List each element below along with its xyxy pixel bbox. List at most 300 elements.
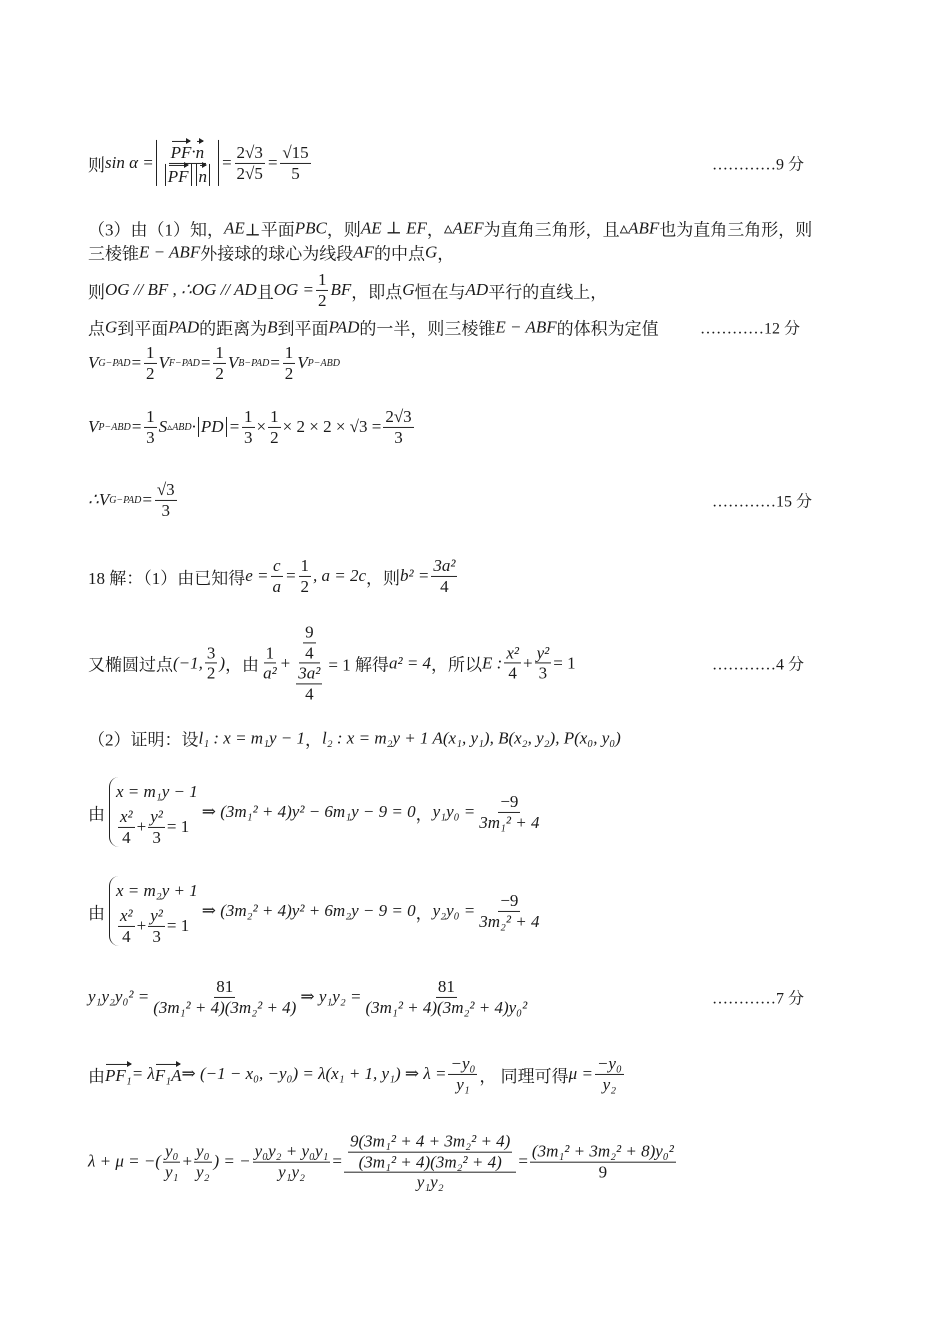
denominator — [194, 1162, 211, 1182]
math-text: PAD — [328, 317, 360, 336]
math-text: ⇒ (3m₁² + 4)y² − 6m₁y − 9 = 0 — [201, 802, 416, 821]
absolute-value — [198, 417, 227, 437]
text: 3 — [538, 663, 548, 683]
math-text: μ = — [568, 1064, 593, 1083]
text: = — [518, 1151, 528, 1171]
math-text: ∴V — [88, 490, 110, 509]
denominator — [303, 643, 316, 663]
text: 2 — [270, 427, 279, 447]
fraction — [316, 270, 329, 310]
numerator — [280, 143, 310, 164]
denominator — [363, 998, 529, 1018]
text: 4 — [440, 576, 449, 596]
denominator — [268, 428, 281, 448]
numerator — [344, 1132, 516, 1173]
math-text: a² = 4 — [388, 653, 432, 672]
line-product-y1y2 — [88, 977, 531, 1017]
text: 2 — [146, 363, 155, 383]
text: 则 — [88, 155, 105, 175]
vector: PF — [168, 164, 189, 187]
text: 恒在与 — [414, 282, 466, 302]
line-volume-result — [88, 480, 179, 520]
fraction — [144, 343, 157, 383]
denominator — [261, 664, 279, 684]
score-mark: …………15 分 — [712, 493, 813, 511]
text: 1 — [300, 555, 310, 575]
text: −9 — [500, 890, 519, 910]
denominator — [144, 364, 157, 384]
numerator — [213, 343, 226, 364]
text: 1 — [244, 406, 253, 426]
vector: PF₁ — [105, 1063, 132, 1086]
system-row — [116, 876, 198, 906]
line-lambda-mu — [88, 1054, 626, 1094]
numerator — [148, 906, 165, 927]
absolute-value — [156, 140, 219, 186]
math-text: V — [227, 353, 239, 372]
numerator — [148, 807, 165, 828]
numerator — [169, 140, 207, 164]
text: ，由 — [225, 655, 260, 675]
text: 3 — [244, 427, 253, 447]
math-text: V — [297, 353, 308, 372]
score-mark: …………12 分 — [700, 320, 801, 338]
fraction — [213, 343, 226, 383]
text: 平行的直线上， — [488, 282, 608, 302]
math-text: AF — [353, 242, 374, 261]
line-sin-alpha — [88, 140, 313, 186]
math-text: x = m₂y + 1 — [116, 880, 198, 900]
numerator — [498, 891, 520, 912]
text: ， 同理可得 — [479, 1066, 569, 1086]
text: 3 — [206, 642, 216, 662]
fraction — [268, 407, 281, 447]
fraction — [148, 807, 165, 847]
subscript: F−PAD — [168, 357, 200, 369]
denominator — [120, 927, 133, 947]
math-text: y₂ — [196, 1162, 210, 1182]
text: √15 — [282, 142, 309, 162]
text: 4 — [508, 663, 517, 683]
text: 81 — [437, 976, 455, 996]
numerator — [383, 407, 413, 428]
text: 3 — [152, 926, 161, 946]
fraction — [477, 792, 541, 832]
numerator — [253, 1142, 331, 1163]
numerator — [235, 143, 265, 164]
math-text: y₁y₀ = — [432, 802, 476, 821]
math-text: y² — [150, 905, 163, 925]
math-text: · — [191, 417, 196, 436]
numerator — [242, 407, 255, 428]
math-group — [163, 164, 212, 187]
fraction — [383, 407, 413, 447]
math-text: x² — [120, 905, 133, 925]
denominator — [271, 577, 284, 597]
denominator — [292, 664, 326, 704]
numerator — [268, 407, 281, 428]
system-row — [116, 807, 198, 847]
vector: n — [199, 164, 208, 187]
math-text: = — [228, 417, 241, 436]
line-part3-line3 — [88, 270, 607, 310]
system-row — [116, 777, 198, 807]
fraction — [235, 143, 265, 183]
math-text: x² — [120, 806, 133, 826]
math-text: (3m₁² + 3m₂² + 8)y₀² — [531, 1141, 674, 1161]
text: + — [280, 653, 291, 672]
numerator — [144, 343, 157, 364]
fraction — [292, 622, 326, 703]
numerator — [118, 807, 135, 828]
denominator — [151, 998, 298, 1018]
text: + — [523, 653, 533, 672]
equation-system — [109, 876, 198, 946]
numerator — [316, 270, 329, 291]
denominator — [454, 1075, 471, 1095]
math-text: 3m₂² + 4 — [479, 911, 540, 931]
text: = 1 — [553, 653, 576, 672]
fraction — [348, 1132, 512, 1172]
math-text: V — [158, 353, 169, 372]
math-text: = — [130, 417, 143, 436]
math-text: = — [221, 153, 233, 172]
denominator — [159, 501, 172, 521]
text: −9 — [500, 791, 519, 811]
text: ， — [415, 804, 433, 824]
subscript: B−PAD — [238, 357, 270, 369]
denominator — [506, 664, 519, 684]
text: 4 — [305, 642, 314, 662]
line-volume-pabd — [88, 407, 416, 447]
fraction — [261, 643, 279, 683]
fraction — [448, 1054, 477, 1094]
vector: PF — [171, 140, 192, 163]
text: 由 — [88, 903, 105, 923]
fraction — [299, 556, 312, 596]
text: 1 — [317, 269, 327, 289]
numerator — [214, 977, 235, 998]
fraction — [194, 1142, 211, 1182]
denominator — [299, 577, 312, 597]
math-text: y₁y₂ — [278, 1162, 305, 1182]
numerator — [448, 1054, 477, 1075]
fraction — [477, 891, 541, 931]
text: 则 — [88, 282, 105, 302]
score-mark: …………9 分 — [712, 156, 805, 174]
fraction — [163, 1142, 180, 1182]
math-text: E : — [482, 653, 503, 672]
text: 9 — [598, 1162, 608, 1182]
fraction — [155, 480, 177, 520]
fraction — [431, 556, 457, 596]
math-text: (3m₁² + 4)(3m₂² + 4) — [153, 997, 297, 1017]
denominator — [144, 428, 157, 448]
numerator — [144, 407, 157, 428]
math-text: E − ABF — [139, 242, 201, 261]
text: 4 — [122, 926, 131, 946]
line-q18-part1 — [88, 556, 459, 596]
math-text: 3m₁² + 4 — [479, 812, 540, 832]
text: × 2 × 2 × √3 = — [282, 417, 382, 436]
numerator — [299, 622, 320, 663]
fraction — [205, 643, 218, 683]
text: 4 — [305, 684, 314, 704]
line-part3-line4 — [88, 315, 659, 340]
text: 又椭圆过点 — [88, 655, 173, 675]
math-text: AD — [465, 280, 489, 299]
math-text: G — [424, 242, 438, 261]
numerator — [431, 556, 457, 577]
numerator — [163, 1142, 180, 1163]
subscript: P−ABD — [307, 357, 340, 369]
numerator — [530, 1142, 676, 1163]
text: 1 — [146, 406, 155, 426]
math-text: y₂ — [602, 1074, 617, 1094]
math-text: a² — [263, 663, 277, 683]
subscript: P−ABD — [98, 421, 131, 433]
text: ，所以 — [431, 655, 483, 675]
denominator — [477, 912, 541, 932]
denominator — [438, 577, 451, 597]
text: 到平面 — [117, 319, 169, 339]
math-text: x = m₁y − 1 — [116, 781, 198, 801]
fraction — [504, 643, 521, 683]
math-text: l₁ : x = m₁y − 1 — [198, 728, 306, 747]
denominator — [316, 291, 329, 311]
text: 外接球的球心为线段 — [200, 244, 354, 264]
denominator — [537, 664, 550, 684]
text: 18 解：（1）由已知得 — [88, 568, 246, 588]
text: （2）证明：设 — [88, 730, 199, 750]
math-text: y₀ — [196, 1141, 210, 1161]
math-text: y₁ — [456, 1074, 470, 1094]
text: 1 — [146, 342, 155, 362]
denominator — [213, 364, 226, 384]
line-part3-line2 — [88, 240, 454, 265]
text: 的中点 — [373, 244, 425, 264]
text: （3）由（1）知， — [88, 220, 224, 240]
text: 2 — [300, 576, 310, 596]
math-text: V — [88, 417, 99, 436]
numerator — [118, 906, 135, 927]
text: 为直角三角形，且 — [483, 220, 620, 240]
math-text: PBC — [294, 218, 327, 237]
numerator — [283, 343, 296, 364]
math-text: G — [402, 280, 415, 299]
score-mark: …………7 分 — [712, 990, 805, 1008]
math-text: = λ — [131, 1064, 155, 1083]
text: = 1 — [166, 916, 190, 935]
line-lambda-plus-mu — [88, 1132, 678, 1193]
math-text: ⇒ (3m₂² + 4)y² + 6m₂y − 9 = 0 — [201, 901, 416, 920]
math-text: B — [267, 317, 278, 336]
math-text: ) — [219, 653, 226, 672]
math-text: a — [272, 576, 282, 596]
denominator — [235, 164, 265, 184]
denominator — [120, 828, 133, 848]
text: 的一半，则三棱锥 — [359, 319, 496, 339]
math-text: G — [105, 317, 118, 336]
equation-system — [109, 777, 198, 847]
math-text: S — [158, 417, 168, 436]
text: 2√3 — [385, 406, 412, 426]
text: 81 — [216, 976, 234, 996]
text: 4 — [122, 827, 131, 847]
text: ， — [415, 903, 433, 923]
text: 1 — [270, 406, 279, 426]
vector: F₁A — [155, 1063, 182, 1086]
math-text: (3m₁² + 4)(3m₂² + 4)y₀² — [365, 997, 528, 1017]
math-text: b² = — [400, 566, 430, 585]
math-text: BF — [330, 280, 352, 299]
math-text: PAD — [168, 317, 200, 336]
line-volume-chain — [88, 343, 340, 383]
math-text: V — [88, 353, 99, 372]
numerator — [436, 977, 457, 998]
text: 2√5 — [236, 163, 263, 183]
numerator — [303, 622, 316, 643]
denominator — [597, 1162, 610, 1182]
math-text: x² — [506, 642, 519, 662]
math-text: = — [130, 353, 142, 372]
math-text: = — [199, 353, 212, 372]
math-text: = — [269, 353, 281, 372]
text: + — [136, 817, 147, 836]
denominator — [150, 927, 163, 947]
math-text: ⇒ (−1 − x₀, −y₀) = λ(x₁ + 1, y₁) ⇒ λ = — [181, 1064, 447, 1083]
fraction — [271, 556, 284, 596]
math-text: ▵AEF — [443, 218, 484, 237]
math-text: c — [273, 555, 281, 575]
math-text: y₀y₂ + y₀y₁ — [254, 1141, 329, 1161]
math-text: ) = − — [213, 1151, 251, 1171]
absolute-value — [165, 164, 192, 187]
text: ，即点 — [351, 282, 403, 302]
score-mark: …………4 分 — [712, 656, 805, 674]
denominator — [303, 684, 316, 704]
fraction — [535, 643, 552, 683]
text: ，则 — [326, 220, 361, 240]
text: 2 — [284, 363, 294, 383]
denominator — [150, 828, 163, 848]
denominator — [289, 164, 302, 184]
text: 1 — [265, 642, 275, 662]
math-text: 9(3m₁² + 4 + 3m₂² + 4) — [350, 1131, 511, 1151]
numerator — [205, 643, 218, 664]
math-text: = — [141, 490, 153, 509]
math-text: = — [285, 566, 297, 585]
numerator — [299, 556, 312, 577]
math-text: = — [266, 153, 279, 172]
text: 3 — [152, 827, 161, 847]
text: 2 — [317, 290, 327, 310]
text: 由 — [88, 804, 105, 824]
numerator — [595, 1054, 624, 1075]
text: ， — [305, 730, 323, 750]
fraction — [530, 1142, 676, 1182]
text: 2 — [206, 663, 216, 683]
numerator — [296, 664, 322, 685]
math-text: (−1, — [173, 653, 203, 672]
fraction — [296, 664, 322, 704]
math-text: AE — [224, 218, 245, 237]
text: = — [332, 1151, 343, 1171]
text: + — [182, 1151, 193, 1171]
fraction — [303, 622, 316, 662]
text: 的距离为 — [199, 319, 268, 339]
text: ，则 — [366, 568, 401, 588]
subscript: ▵ABD — [167, 421, 192, 433]
text: 9 — [305, 622, 314, 642]
denominator — [276, 1162, 307, 1182]
math-text: AE ⊥ EF — [360, 218, 427, 237]
fraction — [148, 906, 165, 946]
denominator — [477, 813, 541, 833]
math-text: −y₀ — [450, 1053, 476, 1073]
math-group — [171, 140, 205, 163]
denominator — [205, 664, 218, 684]
text: + — [136, 916, 147, 935]
numerator — [348, 1132, 512, 1153]
system-row — [116, 906, 198, 946]
math-text: ⇒ y₁y₂ = — [300, 987, 362, 1006]
math-text: PD — [200, 417, 224, 436]
math-text: OG = — [273, 280, 314, 299]
math-text: 3a² — [298, 663, 321, 683]
math-text: ▵ABF — [619, 218, 660, 237]
fraction — [253, 1142, 331, 1182]
fraction — [161, 140, 214, 186]
line-ellipse-point — [88, 622, 576, 703]
numerator — [504, 643, 521, 664]
math-text: , a = 2c — [313, 566, 367, 585]
denominator — [601, 1075, 618, 1095]
text: 3 — [394, 427, 403, 447]
text: 由 — [88, 1066, 105, 1086]
denominator — [161, 164, 214, 187]
text: 5 — [291, 163, 300, 183]
fraction — [242, 407, 255, 447]
math-text: (3m₁² + 4)(3m₂² + 4) — [358, 1152, 502, 1172]
text: 1 — [284, 342, 294, 362]
text: 3 — [146, 427, 155, 447]
line-part2-setup — [88, 726, 621, 751]
fraction — [283, 343, 296, 383]
text: = 1 — [166, 817, 190, 836]
subscript: G−PAD — [98, 357, 131, 369]
numerator — [498, 792, 520, 813]
denominator — [357, 1152, 504, 1172]
fraction — [118, 906, 135, 946]
subscript: G−PAD — [109, 494, 142, 506]
text: ， — [437, 244, 455, 264]
math-text: y₂y₀ = — [432, 901, 476, 920]
math-text: y₀ — [164, 1141, 179, 1161]
line-system-1 — [88, 777, 544, 847]
numerator — [271, 556, 283, 577]
text: 也为直角三角形，则 — [659, 220, 813, 240]
math-text: 3a² — [433, 555, 456, 575]
denominator — [242, 428, 255, 448]
math-text: y₁ — [164, 1162, 179, 1182]
fraction — [118, 807, 135, 847]
math-text: l₂ : x = m₂y + 1 A(x₁, y₁), B(x₂, y₂), P(x₀, y₀) — [322, 728, 621, 747]
math-text: y² — [536, 642, 550, 662]
vector: n — [196, 140, 205, 163]
math-text: y₁y₂ — [416, 1172, 444, 1192]
denominator — [163, 1162, 180, 1182]
